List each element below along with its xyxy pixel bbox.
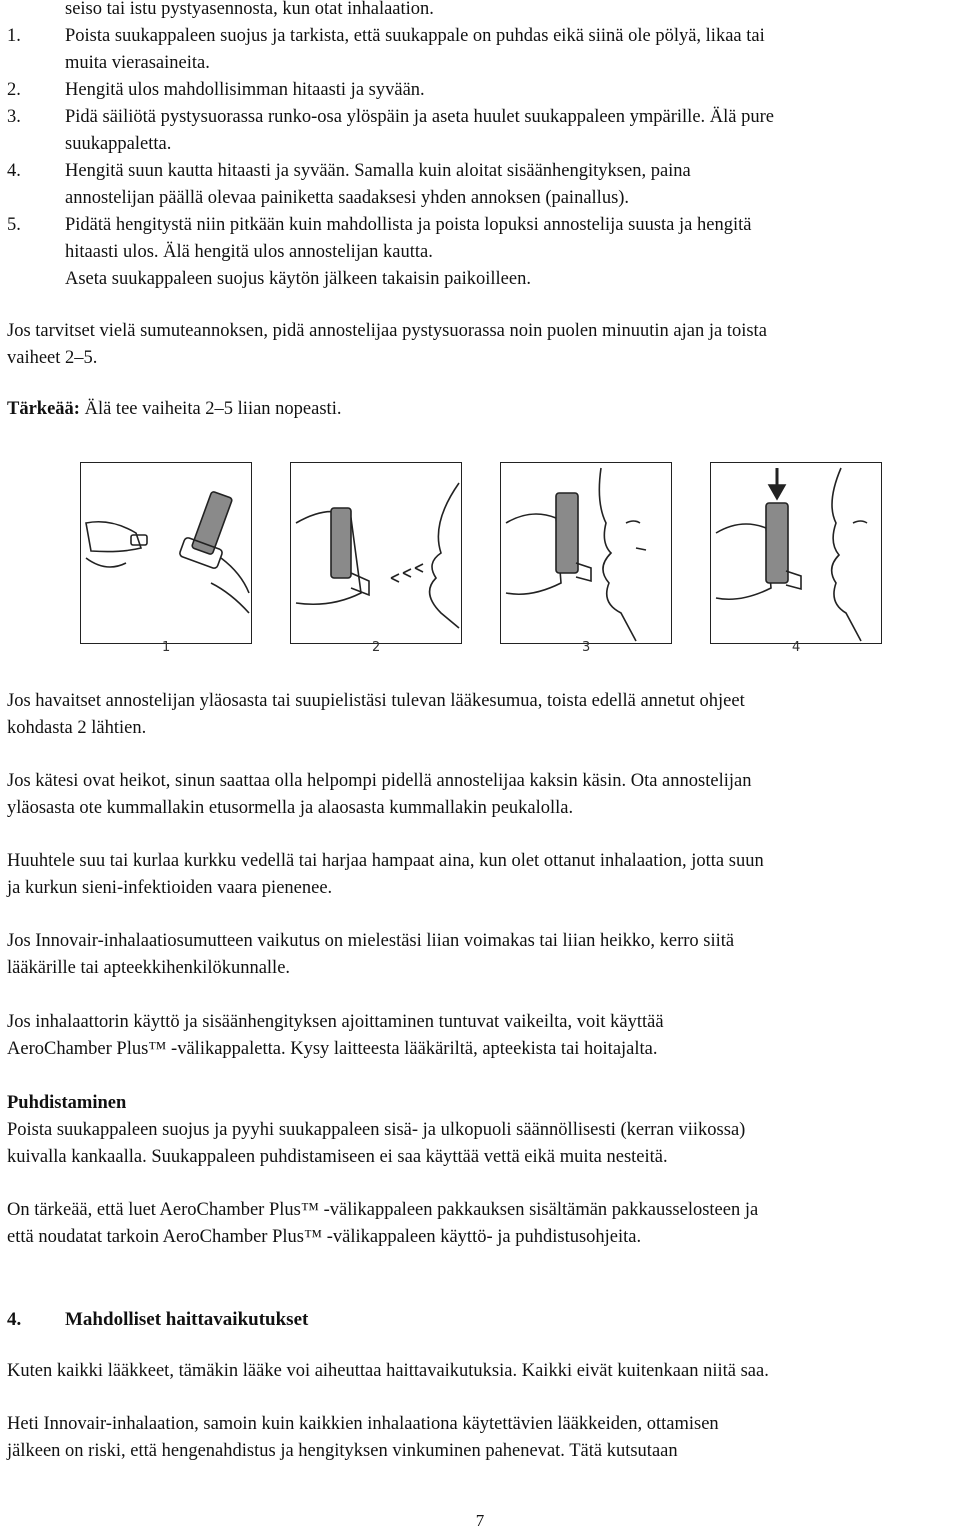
step-line: suukappaletta. (65, 134, 172, 154)
step-3 (7, 104, 952, 158)
step-2 (7, 77, 952, 104)
step-line: Hengitä suun kautta hitaasti ja syvään. Samalla kuin aloitat sisäänhengityksen, paina (65, 161, 691, 181)
important-note (7, 396, 952, 423)
figure-label-2: 2 (372, 640, 381, 655)
step-1 (7, 23, 952, 77)
instruction-steps (7, 0, 952, 293)
figure-label-1: 1 (162, 640, 171, 655)
figure-panel-4 (710, 462, 882, 644)
step-after-line: Aseta suukappaleen suojus käytön jälkeen takaisin paikoilleen. (65, 269, 531, 289)
section-title: Mahdolliset haittavaikutukset (65, 1309, 309, 1330)
step-line: Hengitä ulos mahdollisimman hitaasti ja syvään. (65, 80, 425, 100)
step-line: muita vierasaineita. (65, 53, 210, 73)
paragraph-rinse: Huuhtele suu tai kurlaa kurkku vedellä tai harjaa hampaat aina, kun olet ottanut inhalaation, jotta suun ja kurkun sieni-infektioiden vaara pienenee. (7, 851, 764, 898)
step-number: 4. (7, 161, 21, 181)
important-label: Tärkeää: (7, 399, 80, 419)
mouth-on-inhaler-illustration (501, 463, 671, 643)
step-line: hitaasti ulos. Älä hengitä ulos annostelijan kautta. (65, 242, 433, 262)
step-5 (7, 212, 952, 293)
step-number: 3. (7, 107, 21, 127)
step-number: 5. (7, 215, 21, 235)
section-4-paragraph-2: Heti Innovair-inhalaation, samoin kuin kaikkien inhalaationa käytettävien lääkkeiden, ottamisen jälkeen on riski, että hengenahdistus ja hengityksen vinkuminen pahenevat. Tätä kutsutaan (7, 1414, 719, 1461)
paragraph-spacer-device: Jos inhalaattorin käyttö ja sisäänhengityksen ajoittaminen tuntuvat vaikeilta, voit käyttää AeroChamber Plus™ -välikappaletta. Kysy laitteesta lääkäriltä, apteekista tai hoitajalta. (7, 1012, 664, 1059)
step-line: Poista suukappaleen suojus ja tarkista, että suukappale on puhdas eikä siinä ole pölyä, likaa tai (65, 26, 765, 46)
figure-panel-1 (80, 462, 252, 644)
cleaning-section: Puhdistaminen Poista suukappaleen suojus ja pyyhi suukappaleen sisä- ja ulkopuoli säännöllisesti (kerran viikossa) kuivalla kankaalla. Suukappaleen puhdistamiseen ei saa käyttää vettä eikä muita nesteitä. (7, 1090, 952, 1171)
step-line: Pidä säiliötä pystysuorassa runko-osa ylöspäin ja aseta huulet suukappaleen ympärille. Älä pure (65, 107, 774, 127)
paragraph-aerochamber: On tärkeää, että luet AeroChamber Plus™ -välikappaleen pakkauksen sisältämän pakkausselosteen ja että noudatat tarkoin AeroChamber Plus™ -välikappaleen käyttö- ja puhdistusohjeita. (7, 1200, 759, 1247)
step-line: Pidätä hengitystä niin pitkään kuin mahdollista ja poista lopuksi annostelija suusta ja hengitä (65, 215, 752, 235)
page-number: 7 (475, 1511, 485, 1530)
step-line: annostelijan päällä olevaa painiketta saadaksesi yhden annoksen (painallus). (65, 188, 630, 208)
paragraph-mist: Jos havaitset annostelijan yläosasta tai suupielistäsi tulevan lääkesumua, toista edellä annetut ohjeet kohdasta 2 lähtien. (7, 691, 745, 738)
step-number: 2. (7, 80, 21, 100)
paragraph-effect: Jos Innovair-inhalaatiosumutteen vaikutus on mielestäsi liian voimakas tai liian heikko, kerro siitä lääkärille tai apteekkihenkilökunnalle. (7, 931, 735, 978)
section-4-heading (7, 1306, 308, 1333)
paragraph-repeat-dose: Jos tarvitset vielä sumuteannoksen, pidä annostelijaa pystysuorassa noin puolen minuutin ajan ja toista vaiheet 2–5. (7, 321, 767, 368)
section-4-paragraph-1: Kuten kaikki lääkkeet, tämäkin lääke voi aiheuttaa haittavaikutuksia. Kaikki eivät kuitenkaan niitä saa. (7, 1361, 769, 1381)
exhale-illustration (291, 463, 461, 643)
figure-panel-2 (290, 462, 462, 644)
important-text: Älä tee vaiheita 2–5 liian nopeasti. (79, 399, 342, 419)
section-number: 4. (7, 1309, 22, 1330)
steps-intro: seiso tai istu pystyasennosta, kun otat inhalaation. (65, 0, 434, 19)
paragraph-weak-hands: Jos kätesi ovat heikot, sinun saattaa olla helpompi pidellä annostelijaa kaksin käsin. Ota annostelijan yläosasta ote kummallakin etusormella ja alaosasta kummallakin peukalolla. (7, 771, 752, 818)
step-number: 1. (7, 26, 21, 46)
figure-label-4: 4 (792, 640, 801, 655)
cleaning-heading: Puhdistaminen (7, 1093, 127, 1113)
inhalation-steps-figure (80, 462, 880, 657)
press-and-inhale-illustration (711, 463, 881, 643)
figure-panel-3 (500, 462, 672, 644)
step-4 (7, 158, 952, 212)
figure-label-3: 3 (582, 640, 591, 655)
inhaler-cap-removal-illustration (81, 463, 251, 643)
